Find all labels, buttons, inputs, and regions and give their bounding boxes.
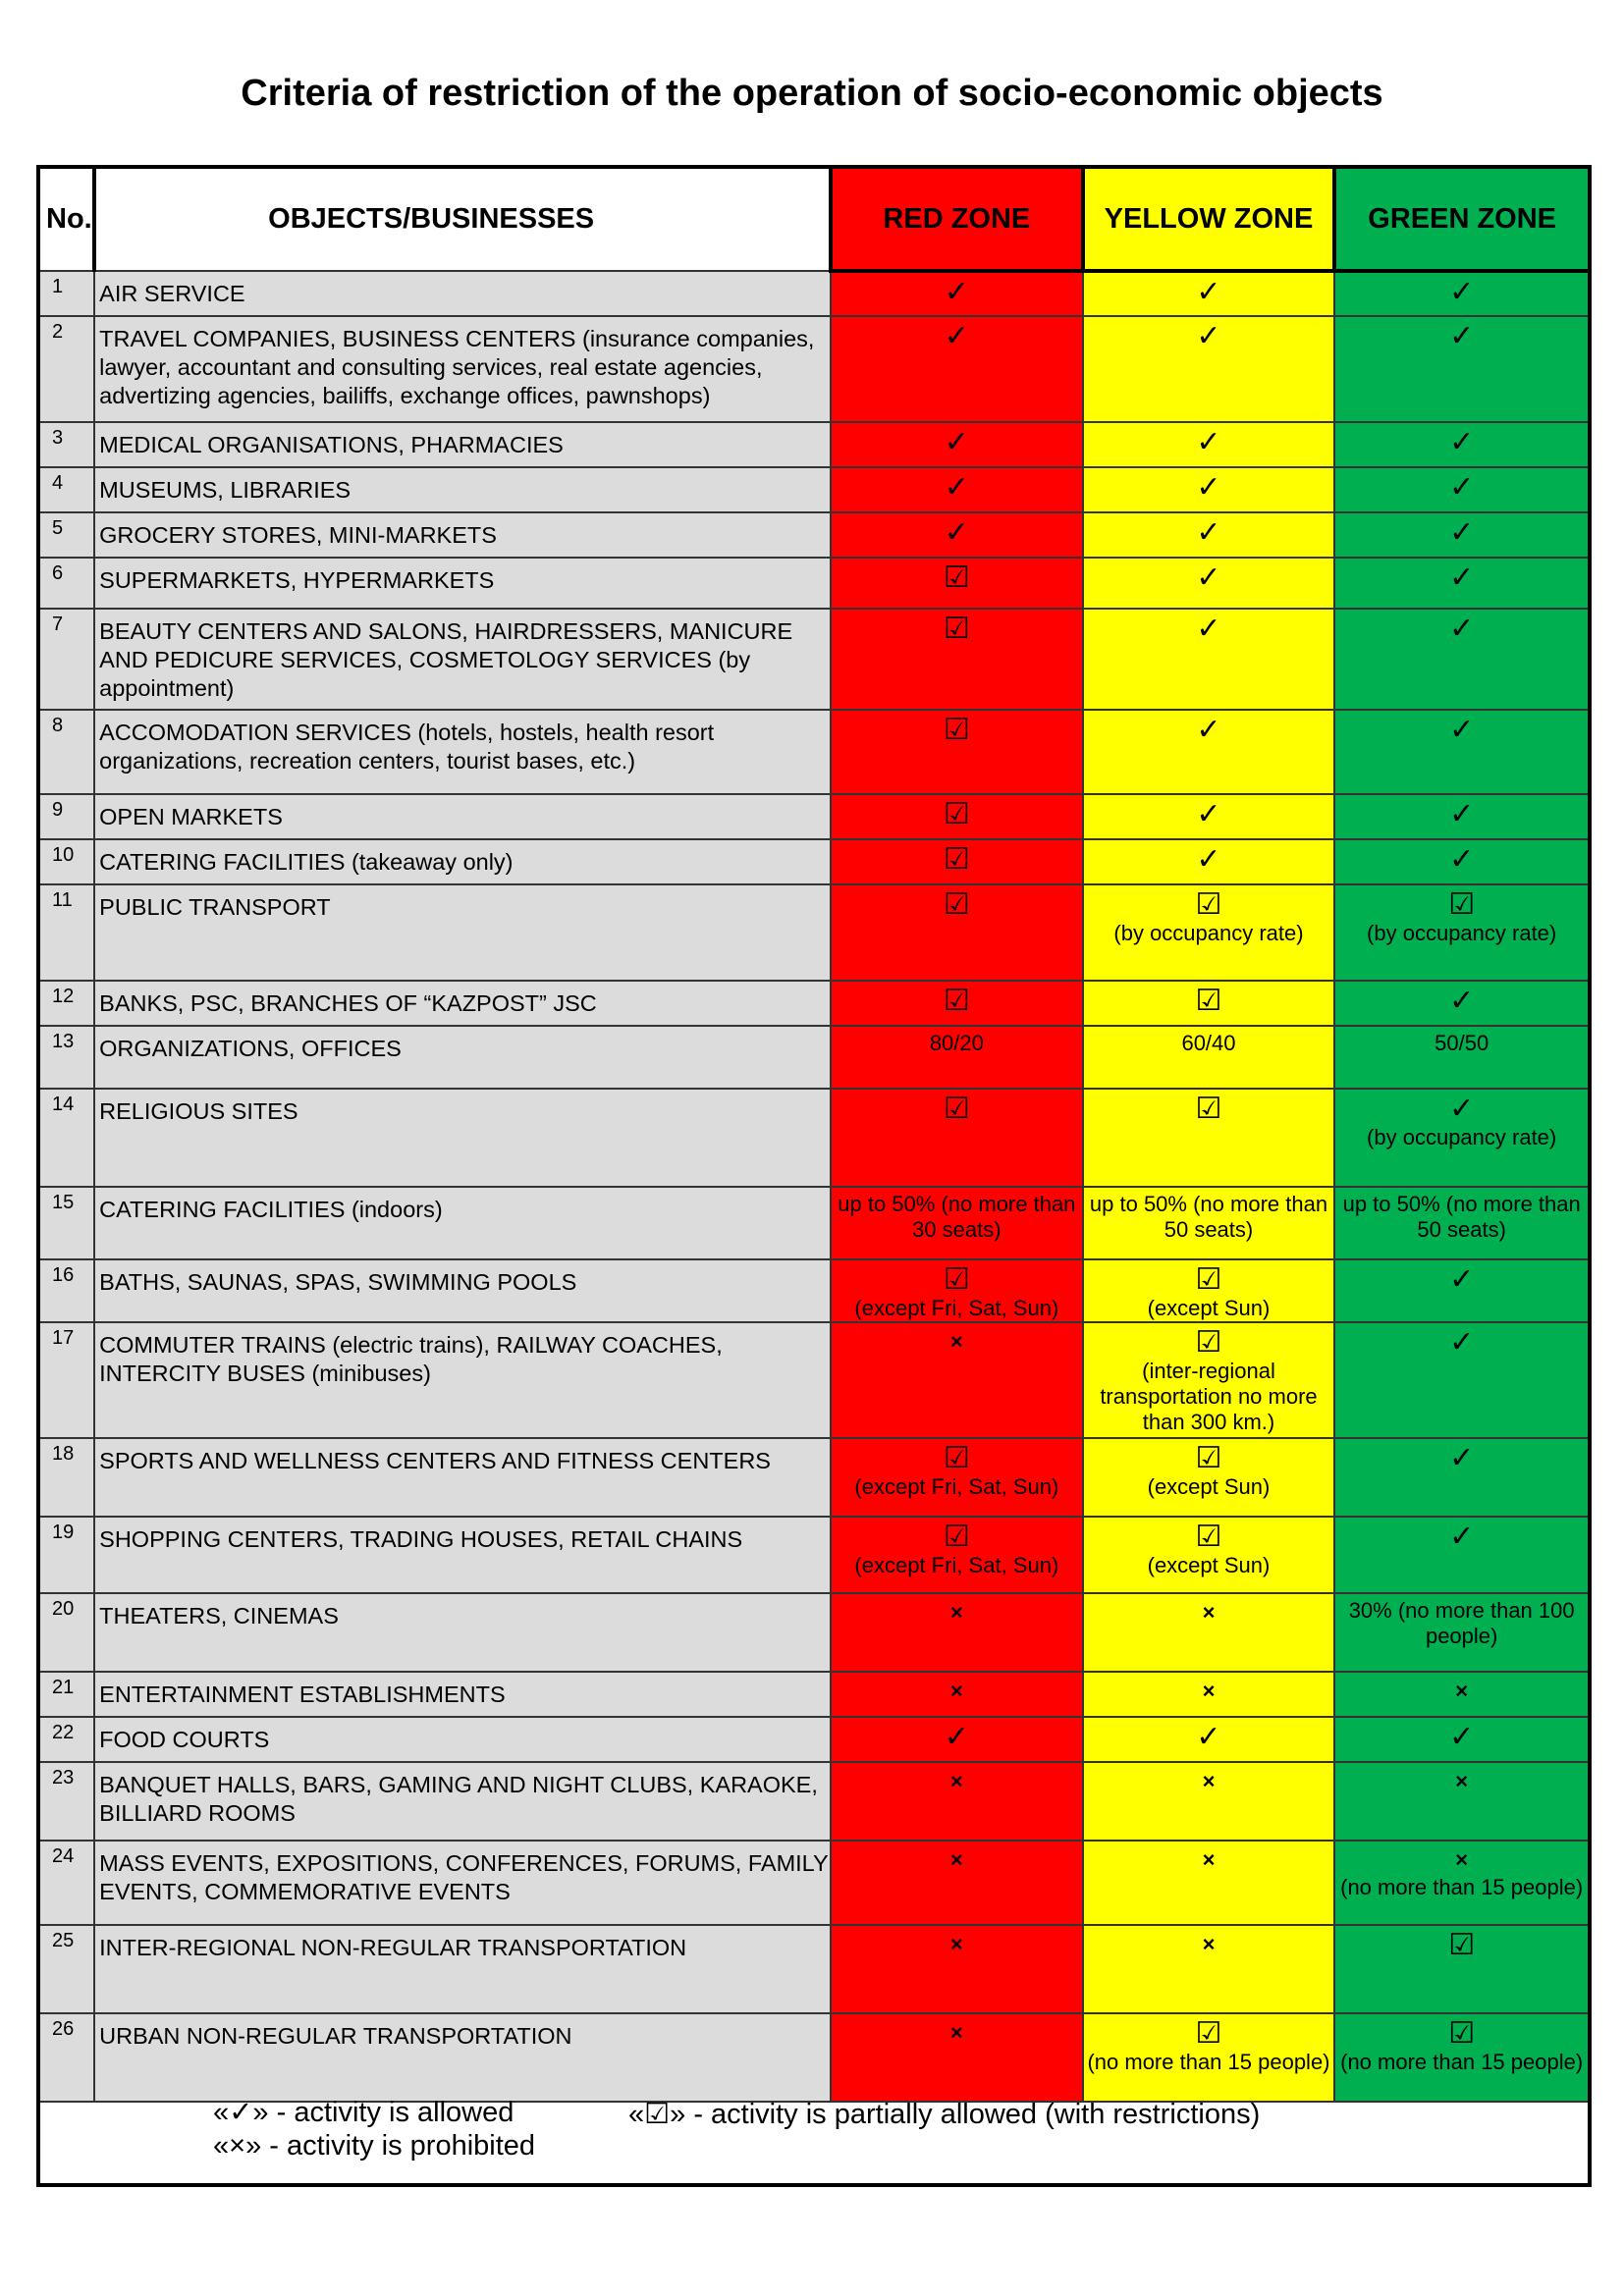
- table-row: [38, 422, 1590, 467]
- object-name: TRAVEL COMPANIES, BUSINESS CENTERS (insurance companies, lawyer, accountant and consulting services, real estate agencies, advertizing agencies, bailiffs, exchange offices, pawnshops): [94, 316, 831, 422]
- row-number: 19: [38, 1517, 94, 1593]
- zone-note: 30% (no more than 100 people): [1348, 1598, 1575, 1648]
- yellow-zone-cell: [1083, 1925, 1335, 2013]
- yellow-zone-cell: [1083, 316, 1335, 422]
- check-icon: ✓: [1449, 320, 1475, 352]
- zone-note: (except Fri, Sat, Sun): [854, 1296, 1059, 1320]
- yellow-zone-cell: [1083, 1438, 1335, 1517]
- yellow-zone-cell: [1083, 1717, 1335, 1762]
- check-icon: ✓: [1449, 1442, 1475, 1474]
- yellow-zone-cell: [1083, 884, 1335, 981]
- green-zone-cell: [1334, 981, 1590, 1026]
- cross-icon: ×: [1202, 1932, 1216, 1956]
- yellow-zone-cell: [1083, 422, 1335, 467]
- object-name: FOOD COURTS: [94, 1717, 831, 1762]
- table-row: [38, 1672, 1590, 1717]
- red-zone-cell: [831, 1762, 1083, 1841]
- checkbox-icon: ☑: [1195, 1326, 1222, 1359]
- check-icon: ✓: [1196, 798, 1221, 830]
- object-name: CATERING FACILITIES (indoors): [94, 1187, 831, 1259]
- table-row: [38, 467, 1590, 512]
- green-zone-cell: [1334, 1259, 1590, 1322]
- object-name: BATHS, SAUNAS, SPAS, SWIMMING POOLS: [94, 1259, 831, 1322]
- red-zone-cell: [831, 422, 1083, 467]
- yellow-zone-cell: [1083, 794, 1335, 839]
- cross-icon: ×: [949, 1600, 963, 1625]
- object-name: INTER-REGIONAL NON-REGULAR TRANSPORTATION: [94, 1925, 831, 2013]
- yellow-zone-cell: [1083, 558, 1335, 609]
- object-name: URBAN NON-REGULAR TRANSPORTATION: [94, 2013, 831, 2102]
- object-name: RELIGIOUS SITES: [94, 1089, 831, 1187]
- red-zone-cell: [831, 1187, 1083, 1259]
- red-zone-cell: [831, 1259, 1083, 1322]
- object-name: MASS EVENTS, EXPOSITIONS, CONFERENCES, FORUMS, FAMILY EVENTS, COMMEMORATIVE EVENTS: [94, 1841, 831, 1925]
- header-green-zone: GREEN ZONE: [1334, 167, 1590, 271]
- green-zone-cell: [1334, 512, 1590, 558]
- cross-icon: ×: [949, 2020, 963, 2045]
- green-zone-cell: [1334, 1717, 1590, 1762]
- cross-icon: «×»: [213, 2130, 262, 2162]
- yellow-zone-cell: [1083, 1089, 1335, 1187]
- row-number: 2: [38, 316, 94, 422]
- cross-icon: ×: [1455, 1847, 1469, 1872]
- table-row: [38, 839, 1590, 884]
- red-zone-cell: [831, 316, 1083, 422]
- checkbox-icon: ☑: [943, 1093, 970, 1125]
- row-number: 13: [38, 1026, 94, 1089]
- cross-icon: ×: [1202, 1769, 1216, 1793]
- checkbox-icon: ☑: [943, 1521, 970, 1553]
- table-row: [38, 316, 1590, 422]
- table-row: [38, 271, 1590, 316]
- row-number: 16: [38, 1259, 94, 1322]
- yellow-zone-cell: [1083, 1841, 1335, 1925]
- cross-icon: ×: [1455, 1769, 1469, 1793]
- object-name: ACCOMODATION SERVICES (hotels, hostels, health resort organizations, recreation centers, tourist bases, etc.): [94, 710, 831, 794]
- checkbox-icon: ☑: [1448, 2017, 1476, 2050]
- check-icon: ✓: [1196, 426, 1221, 458]
- row-number: 9: [38, 794, 94, 839]
- object-name: ENTERTAINMENT ESTABLISHMENTS: [94, 1672, 831, 1717]
- green-zone-cell: [1334, 1593, 1590, 1672]
- check-icon: ✓: [944, 320, 969, 352]
- table-row: [38, 1259, 1590, 1322]
- checkbox-icon: ☑: [1195, 1521, 1222, 1553]
- table-row: [38, 1517, 1590, 1593]
- yellow-zone-cell: [1083, 1259, 1335, 1322]
- green-zone-cell: [1334, 1925, 1590, 2013]
- object-name: MEDICAL ORGANISATIONS, PHARMACIES: [94, 422, 831, 467]
- red-zone-cell: [831, 1026, 1083, 1089]
- table-row: [38, 794, 1590, 839]
- legend-partial-text: - activity is partially allowed (with restrictions): [693, 2099, 1261, 2130]
- table-row: [38, 512, 1590, 558]
- row-number: 11: [38, 884, 94, 981]
- table-row: [38, 1187, 1590, 1259]
- check-icon: ✓: [1449, 471, 1475, 504]
- red-zone-cell: [831, 981, 1083, 1026]
- object-name: BANKS, PSC, BRANCHES OF “KAZPOST” JSC: [94, 981, 831, 1026]
- restrictions-table: [36, 165, 1592, 2187]
- check-icon: ✓: [944, 1721, 969, 1753]
- check-icon: ✓: [1449, 1263, 1475, 1296]
- red-zone-cell: [831, 467, 1083, 512]
- check-icon: ✓: [944, 426, 969, 458]
- red-zone-cell: [831, 1925, 1083, 2013]
- row-number: 24: [38, 1841, 94, 1925]
- cross-icon: ×: [949, 1329, 963, 1354]
- zone-note: (except Sun): [1147, 1553, 1271, 1577]
- cross-icon: ×: [949, 1932, 963, 1956]
- table-row: [38, 1438, 1590, 1517]
- row-number: 20: [38, 1593, 94, 1672]
- legend-prohibited: [213, 2130, 535, 2163]
- checkbox-icon: ☑: [943, 985, 970, 1017]
- green-zone-cell: [1334, 271, 1590, 316]
- green-zone-cell: [1334, 884, 1590, 981]
- check-icon: ✓: [1196, 714, 1221, 746]
- table-row: [38, 1925, 1590, 2013]
- yellow-zone-cell: [1083, 710, 1335, 794]
- check-icon: ✓: [1449, 426, 1475, 458]
- row-number: 8: [38, 710, 94, 794]
- row-number: 1: [38, 271, 94, 316]
- zone-note: (by occupancy rate): [1367, 1125, 1557, 1149]
- green-zone-cell: [1334, 558, 1590, 609]
- yellow-zone-cell: [1083, 1322, 1335, 1438]
- yellow-zone-cell: [1083, 512, 1335, 558]
- red-zone-cell: [831, 609, 1083, 710]
- checkbox-icon: ☑: [943, 1263, 970, 1296]
- zone-note: (by occupancy rate): [1367, 921, 1557, 945]
- cross-icon: ×: [1455, 1679, 1469, 1703]
- check-icon: ✓: [1449, 276, 1475, 308]
- check-icon: ✓: [1449, 798, 1475, 830]
- green-zone-cell: [1334, 794, 1590, 839]
- green-zone-cell: [1334, 839, 1590, 884]
- green-zone-cell: [1334, 1089, 1590, 1187]
- object-name: COMMUTER TRAINS (electric trains), RAILWAY COACHES, INTERCITY BUSES (minibuses): [94, 1322, 831, 1438]
- table-row: [38, 558, 1590, 609]
- checkbox-icon: ☑: [1195, 888, 1222, 921]
- row-number: 15: [38, 1187, 94, 1259]
- checkbox-icon: ☑: [943, 798, 970, 830]
- checkbox-icon: ☑: [1195, 2017, 1222, 2050]
- zone-note: (no more than 15 people): [1087, 2050, 1330, 2074]
- table-row: [38, 1841, 1590, 1925]
- zone-note: 60/40: [1181, 1031, 1236, 1055]
- row-number: 18: [38, 1438, 94, 1517]
- green-zone-cell: [1334, 1187, 1590, 1259]
- green-zone-cell: [1334, 1026, 1590, 1089]
- object-name: AIR SERVICE: [94, 271, 831, 316]
- checkbox-icon: ☑: [1195, 985, 1222, 1017]
- row-number: 7: [38, 609, 94, 710]
- check-icon: ✓: [1449, 1521, 1475, 1553]
- red-zone-cell: [831, 1841, 1083, 1925]
- yellow-zone-cell: [1083, 609, 1335, 710]
- yellow-zone-cell: [1083, 1672, 1335, 1717]
- checkbox-icon: ☑: [943, 843, 970, 876]
- checkbox-icon: «☑»: [628, 2099, 686, 2130]
- row-number: 6: [38, 558, 94, 609]
- checkbox-icon: ☑: [1448, 1929, 1476, 1961]
- check-icon: ✓: [944, 471, 969, 504]
- green-zone-cell: [1334, 1762, 1590, 1841]
- table-row: [38, 609, 1590, 710]
- object-name: BEAUTY CENTERS AND SALONS, HAIRDRESSERS, MANICURE AND PEDICURE SERVICES, COSMETOLOGY SERVICES (by appointment): [94, 609, 831, 710]
- green-zone-cell: [1334, 609, 1590, 710]
- check-icon: ✓: [1449, 1721, 1475, 1753]
- table-body: [38, 271, 1590, 2185]
- yellow-zone-cell: [1083, 271, 1335, 316]
- zone-note: up to 50% (no more than 30 seats): [838, 1192, 1076, 1242]
- green-zone-cell: [1334, 1322, 1590, 1438]
- object-name: SHOPPING CENTERS, TRADING HOUSES, RETAIL CHAINS: [94, 1517, 831, 1593]
- check-icon: ✓: [1449, 613, 1475, 645]
- check-icon: ✓: [1196, 320, 1221, 352]
- table-row: [38, 884, 1590, 981]
- table-row: [38, 1717, 1590, 1762]
- table-row: [38, 981, 1590, 1026]
- zone-note: (no more than 15 people): [1340, 2050, 1584, 2074]
- red-zone-cell: [831, 271, 1083, 316]
- red-zone-cell: [831, 1517, 1083, 1593]
- check-icon: ✓: [1196, 613, 1221, 645]
- checkbox-icon: ☑: [1448, 888, 1476, 921]
- check-icon: ✓: [1196, 471, 1221, 504]
- yellow-zone-cell: [1083, 1762, 1335, 1841]
- checkbox-icon: ☑: [943, 1442, 970, 1474]
- check-icon: ✓: [1449, 516, 1475, 549]
- row-number: 26: [38, 2013, 94, 2102]
- red-zone-cell: [831, 710, 1083, 794]
- zone-note: (except Sun): [1147, 1296, 1271, 1320]
- yellow-zone-cell: [1083, 1593, 1335, 1672]
- yellow-zone-cell: [1083, 467, 1335, 512]
- row-number: 22: [38, 1717, 94, 1762]
- yellow-zone-cell: [1083, 839, 1335, 884]
- checkbox-icon: ☑: [943, 888, 970, 921]
- zone-note: 80/20: [929, 1031, 984, 1055]
- green-zone-cell: [1334, 467, 1590, 512]
- row-number: 17: [38, 1322, 94, 1438]
- check-icon: ✓: [1449, 714, 1475, 746]
- header-no: No.: [38, 167, 94, 271]
- green-zone-cell: [1334, 710, 1590, 794]
- zone-note: up to 50% (no more than 50 seats): [1342, 1192, 1581, 1242]
- check-icon: ✓: [944, 276, 969, 308]
- table-row: [38, 1322, 1590, 1438]
- row-number: 14: [38, 1089, 94, 1187]
- green-zone-cell: [1334, 316, 1590, 422]
- red-zone-cell: [831, 1717, 1083, 1762]
- object-name: PUBLIC TRANSPORT: [94, 884, 831, 981]
- object-name: CATERING FACILITIES (takeaway only): [94, 839, 831, 884]
- zone-note: up to 50% (no more than 50 seats): [1089, 1192, 1328, 1242]
- table-row: [38, 1762, 1590, 1841]
- object-name: SPORTS AND WELLNESS CENTERS AND FITNESS CENTERS: [94, 1438, 831, 1517]
- red-zone-cell: [831, 884, 1083, 981]
- red-zone-cell: [831, 1438, 1083, 1517]
- red-zone-cell: [831, 1593, 1083, 1672]
- red-zone-cell: [831, 1089, 1083, 1187]
- legend-prohibited-text: - activity is prohibited: [269, 2130, 536, 2162]
- zone-note: (except Sun): [1147, 1474, 1271, 1499]
- object-name: MUSEUMS, LIBRARIES: [94, 467, 831, 512]
- row-number: 21: [38, 1672, 94, 1717]
- checkbox-icon: ☑: [1195, 1263, 1222, 1296]
- zone-note: (no more than 15 people): [1340, 1875, 1584, 1899]
- row-number: 12: [38, 981, 94, 1026]
- object-name: SUPERMARKETS, HYPERMARKETS: [94, 558, 831, 609]
- row-number: 25: [38, 1925, 94, 2013]
- check-icon: ✓: [1196, 561, 1221, 594]
- row-number: 4: [38, 467, 94, 512]
- green-zone-cell: [1334, 1517, 1590, 1593]
- red-zone-cell: [831, 839, 1083, 884]
- cross-icon: ×: [949, 1847, 963, 1872]
- check-icon: ✓: [1196, 276, 1221, 308]
- header-row: [38, 167, 1590, 271]
- check-icon: «✓»: [213, 2097, 269, 2128]
- red-zone-cell: [831, 558, 1083, 609]
- row-number: 23: [38, 1762, 94, 1841]
- cross-icon: ×: [1202, 1679, 1216, 1703]
- page-title: Criteria of restriction of the operation of socio-economic objects: [241, 73, 1383, 114]
- legend-allowed: [213, 2095, 514, 2129]
- row-number: 3: [38, 422, 94, 467]
- yellow-zone-cell: [1083, 1517, 1335, 1593]
- object-name: GROCERY STORES, MINI-MARKETS: [94, 512, 831, 558]
- object-name: THEATERS, CINEMAS: [94, 1593, 831, 1672]
- object-name: OPEN MARKETS: [94, 794, 831, 839]
- checkbox-icon: ☑: [943, 613, 970, 645]
- yellow-zone-cell: [1083, 1026, 1335, 1089]
- zone-note: (except Fri, Sat, Sun): [854, 1474, 1059, 1499]
- check-icon: ✓: [1449, 561, 1475, 594]
- check-icon: ✓: [1196, 843, 1221, 876]
- header-objects: OBJECTS/BUSINESSES: [94, 167, 831, 271]
- table-row: [38, 1593, 1590, 1672]
- check-icon: ✓: [1449, 843, 1475, 876]
- zone-note: (except Fri, Sat, Sun): [854, 1553, 1059, 1577]
- zone-note: (inter-regional transportation no more than 300 km.): [1100, 1359, 1318, 1434]
- checkbox-icon: ☑: [943, 561, 970, 594]
- zone-note: 50/50: [1435, 1031, 1489, 1055]
- check-icon: ✓: [1449, 1093, 1475, 1125]
- table-row: [38, 1089, 1590, 1187]
- object-name: BANQUET HALLS, BARS, GAMING AND NIGHT CLUBS, KARAOKE, BILLIARD ROOMS: [94, 1762, 831, 1841]
- yellow-zone-cell: [1083, 2013, 1335, 2102]
- table-row: [38, 1026, 1590, 1089]
- header-yellow-zone: YELLOW ZONE: [1083, 167, 1335, 271]
- green-zone-cell: [1334, 422, 1590, 467]
- object-name: ORGANIZATIONS, OFFICES: [94, 1026, 831, 1089]
- cross-icon: ×: [1202, 1600, 1216, 1625]
- green-zone-cell: [1334, 1841, 1590, 1925]
- green-zone-cell: [1334, 1672, 1590, 1717]
- checkbox-icon: ☑: [1195, 1442, 1222, 1474]
- check-icon: ✓: [1196, 516, 1221, 549]
- yellow-zone-cell: [1083, 1187, 1335, 1259]
- header-red-zone: RED ZONE: [831, 167, 1083, 271]
- checkbox-icon: ☑: [1195, 1093, 1222, 1125]
- cross-icon: ×: [949, 1769, 963, 1793]
- yellow-zone-cell: [1083, 981, 1335, 1026]
- red-zone-cell: [831, 512, 1083, 558]
- check-icon: ✓: [1449, 1326, 1475, 1359]
- red-zone-cell: [831, 794, 1083, 839]
- table-row: [38, 710, 1590, 794]
- check-icon: ✓: [944, 516, 969, 549]
- cross-icon: ×: [1202, 1847, 1216, 1872]
- check-icon: ✓: [1196, 1721, 1221, 1753]
- legend-partial: [628, 2097, 1260, 2131]
- checkbox-icon: ☑: [943, 714, 970, 746]
- red-zone-cell: [831, 1322, 1083, 1438]
- check-icon: ✓: [1449, 985, 1475, 1017]
- row-number: 5: [38, 512, 94, 558]
- green-zone-cell: [1334, 2013, 1590, 2102]
- legend-allowed-text: - activity is allowed: [276, 2097, 514, 2128]
- green-zone-cell: [1334, 1438, 1590, 1517]
- red-zone-cell: [831, 2013, 1083, 2102]
- row-number: 10: [38, 839, 94, 884]
- cross-icon: ×: [949, 1679, 963, 1703]
- table-row: [38, 2013, 1590, 2102]
- red-zone-cell: [831, 1672, 1083, 1717]
- zone-note: (by occupancy rate): [1113, 921, 1304, 945]
